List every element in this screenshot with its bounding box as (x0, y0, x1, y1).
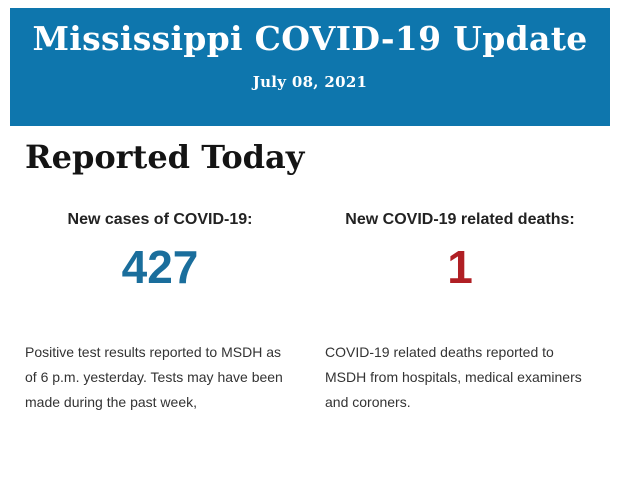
stat-deaths-column (325, 210, 595, 428)
stat-cases-column (25, 210, 295, 428)
report-heading: Reported Today (25, 138, 305, 176)
stat-columns (25, 210, 595, 428)
stat-cases-value: 427 (121, 240, 199, 293)
stat-deaths-label: New COVID-19 related deaths: (345, 211, 575, 229)
bulletin-date: July 08, 2021 (252, 72, 368, 91)
report-section (0, 138, 620, 429)
stat-cases-description: Positive test results reported to MSDH as of 6 p.m. yesterday. Tests may have been made during the past week, (25, 343, 283, 410)
stat-deaths-description: COVID-19 related deaths reported to MSDH from hospitals, medical examiners and coroners. (325, 343, 582, 410)
page-title: Mississippi COVID-19 Update (32, 19, 588, 58)
stat-deaths-value: 1 (447, 240, 473, 293)
header-banner (10, 8, 610, 126)
stat-cases-label: New cases of COVID-19: (67, 211, 253, 229)
